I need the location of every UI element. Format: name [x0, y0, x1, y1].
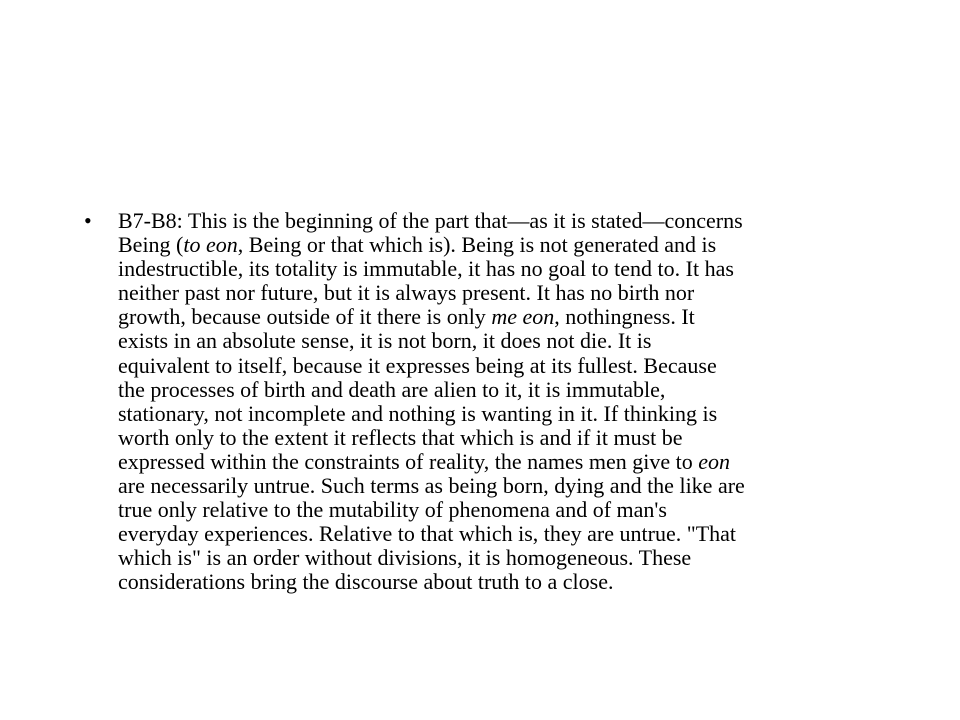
text-line: the processes of birth and death are alien to it, it is immutable,: [118, 376, 666, 402]
text-line: considerations bring the discourse about truth to a close.: [118, 569, 614, 595]
bullet-item: [84, 209, 894, 595]
text-line: worth only to the extent it reflects that which is and if it must be: [118, 424, 683, 450]
text-line: true only relative to the mutability of phenomena and of man's: [118, 497, 667, 523]
bullet-list: [84, 209, 894, 595]
text-line: which is" is an order without divisions, it is homogeneous. These: [118, 545, 692, 571]
italic-term: to eon: [183, 232, 238, 258]
text-line: everyday experiences. Relative to that which is, they are untrue. "That: [118, 521, 737, 547]
text-line: equivalent to itself, because it expresses being at its fullest. Because: [118, 352, 717, 378]
text-line: neither past nor future, but it is always present. It has no birth nor: [118, 280, 695, 306]
text-line: exists in an absolute sense, it is not born, it does not die. It is: [118, 328, 652, 354]
text-line: are necessarily untrue. Such terms as being born, dying and the like are: [118, 473, 745, 499]
bullet-marker: •: [84, 208, 92, 233]
text-line: B7-B8: This is the beginning of the part that—as it is stated—concerns: [118, 208, 743, 233]
italic-term: eon: [698, 448, 730, 474]
text-line: indestructible, its totality is immutable, it has no goal to tend to. It has: [118, 256, 734, 282]
text-line: expressed within the constraints of reality, the names men give to eon: [118, 448, 730, 474]
text-line: stationary, not incomplete and nothing is wanting in it. If thinking is: [118, 400, 718, 426]
text-line: Being (to eon, Being or that which is). Being is not generated and is: [118, 232, 717, 258]
italic-term: me eon: [491, 304, 555, 330]
text-line: growth, because outside of it there is only me eon, nothingness. It: [118, 304, 695, 330]
